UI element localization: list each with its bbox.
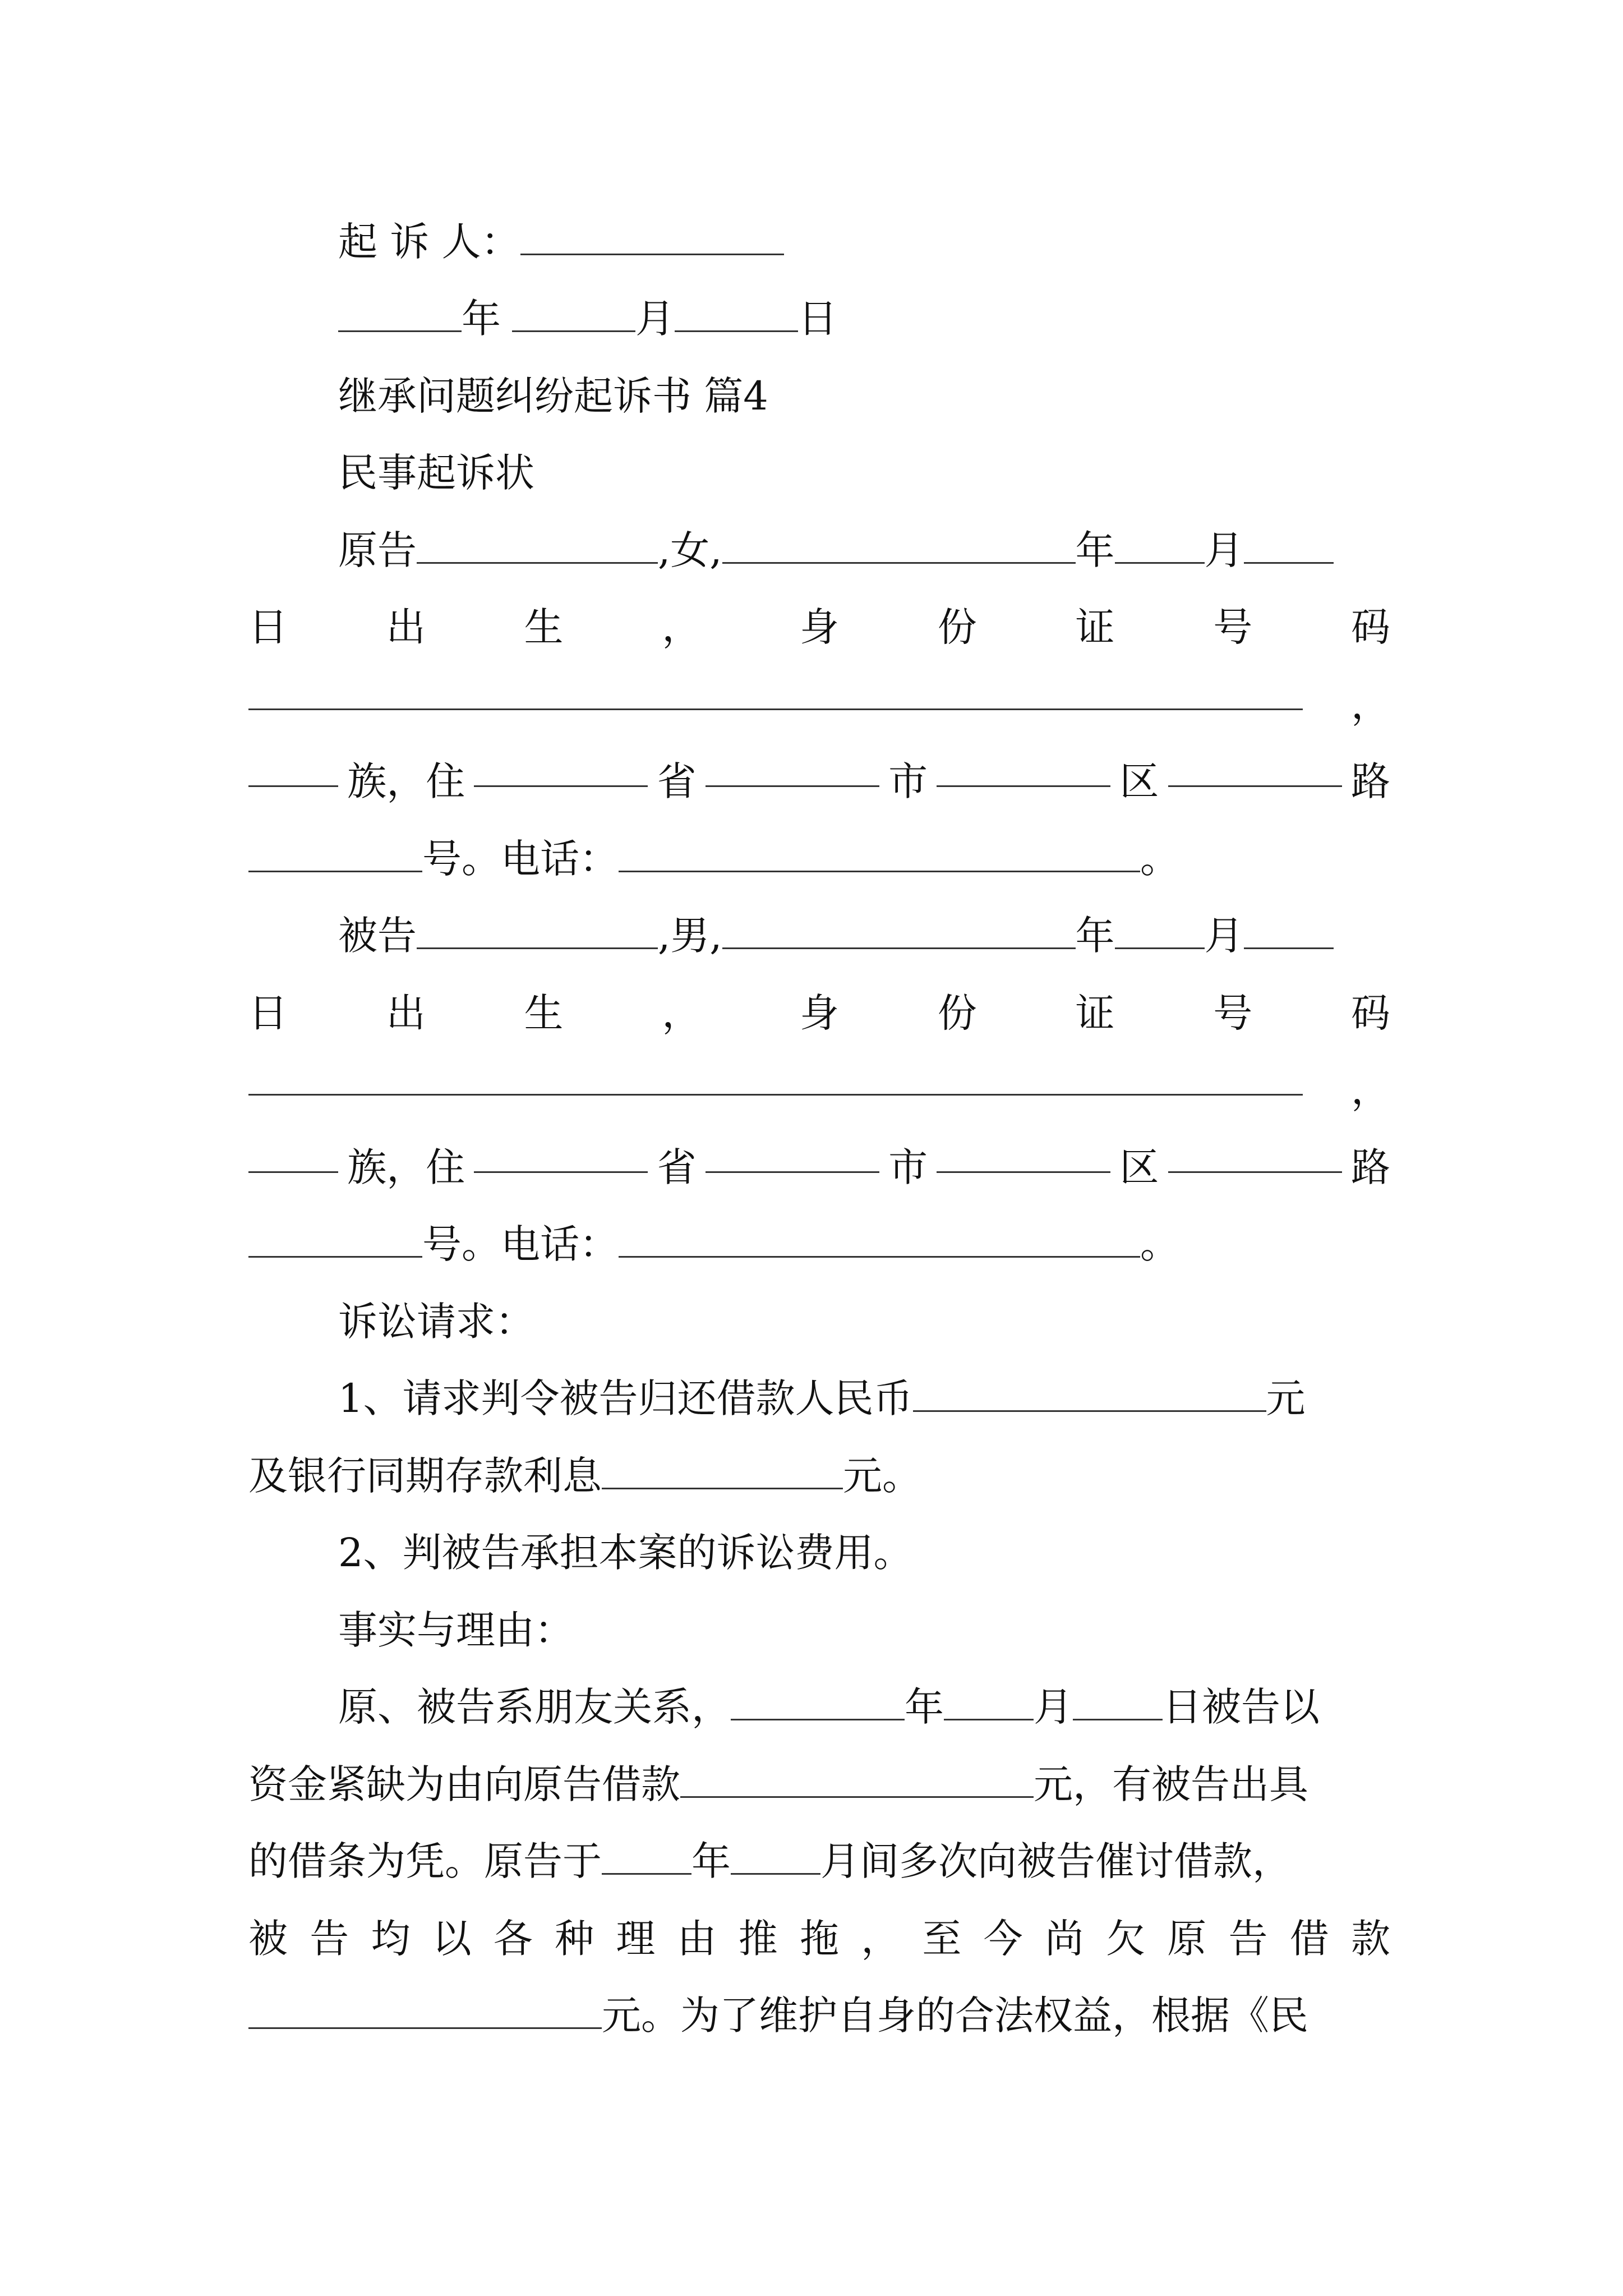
defendant-name-blank	[417, 910, 658, 950]
loan-year-label: 年	[905, 1684, 944, 1730]
loan-year-blank	[731, 1682, 905, 1721]
facts-word: 以	[432, 1916, 472, 1962]
facts-heading: 事实与理由：	[338, 1607, 574, 1653]
plaintiff-district-label: 区	[1119, 758, 1159, 804]
claim-1-unit: 元	[1266, 1375, 1306, 1421]
plaintiff-name-blank	[417, 525, 658, 564]
facts-word: 今	[983, 1916, 1023, 1962]
facts-legal-text: 元。为了维护自身的合法权益，根据《民	[602, 1993, 1308, 2039]
defendant-line-5	[248, 1211, 1390, 1278]
month-blank	[512, 293, 635, 333]
plaintiff-birth-word: 证	[1075, 604, 1115, 650]
date-line	[338, 285, 1390, 352]
plaintiff-road-label: 路	[1350, 758, 1390, 804]
defendant-district-blank	[937, 1134, 1110, 1173]
plaintiff-line-5	[248, 825, 1390, 892]
facts-relation-text: 原、被告系朋友关系，	[338, 1684, 731, 1730]
defendant-phone-label: 号。电话：	[422, 1221, 619, 1267]
plaintiff-district-blank	[937, 748, 1110, 787]
claim-item-1-line-2	[248, 1442, 1390, 1510]
month-label: 月	[635, 296, 675, 342]
claim-1-interest-unit: 元。	[843, 1453, 921, 1499]
plaintiff-province-blank	[474, 748, 648, 787]
facts-word: 由	[677, 1916, 717, 1962]
borrowed-amount-blank	[680, 1759, 1034, 1798]
demand-year-blank	[602, 1836, 691, 1875]
plaintiff-period: 。	[1140, 836, 1179, 882]
plaintiff-birth-word: 出	[386, 604, 426, 650]
defendant-birth-year-blank	[722, 910, 1076, 950]
defendant-ethnicity-label: 族，住	[347, 1144, 465, 1190]
claims-heading: 诉讼请求：	[338, 1299, 534, 1345]
plaintiff-birth-word: 日	[248, 604, 288, 650]
plaintiff-year-label: 年	[1075, 527, 1115, 573]
defendant-line-3	[248, 1056, 1390, 1124]
claim-1-text: 1、请求判令被告归还借款人民币	[338, 1375, 913, 1421]
loan-amount-blank	[913, 1373, 1266, 1412]
year-blank	[338, 293, 462, 333]
defendant-house-number-blank	[248, 1219, 422, 1258]
defendant-period: 。	[1140, 1221, 1179, 1267]
loan-day-blank	[1073, 1682, 1163, 1721]
facts-evidence-text: 的借条为凭。原告于	[248, 1838, 602, 1884]
plaintiff-id-number-blank	[248, 671, 1303, 710]
defendant-birth-word: 号	[1213, 990, 1253, 1036]
plaintiff-city-blank	[706, 748, 879, 787]
defendant-birth-word: 码	[1351, 990, 1390, 1036]
plaintiff-birth-word: 生	[524, 604, 564, 650]
signature-blank	[520, 217, 784, 256]
claim-item-2: 2、判被告承担本案的诉讼费用。	[338, 1530, 913, 1576]
defendant-birth-word: 出	[386, 990, 426, 1036]
defendant-birth-month-blank	[1115, 910, 1205, 950]
defendant-birth-word: 证	[1075, 990, 1115, 1036]
defendant-birth-word: 日	[248, 990, 288, 1036]
plaintiff-phone-blank	[619, 834, 1140, 873]
defendant-road-blank	[1168, 1134, 1342, 1173]
defendant-province-label: 省	[657, 1144, 697, 1190]
plaintiff-birth-word: ，	[662, 604, 702, 650]
facts-word: 推	[738, 1916, 778, 1962]
year-label: 年	[462, 296, 501, 342]
facts-line-2	[248, 1751, 1390, 1818]
defendant-birth-day-blank	[1244, 910, 1334, 950]
plaintiff-house-number-blank	[248, 834, 422, 873]
facts-line-5	[248, 1982, 1390, 2049]
demand-month-blank	[731, 1836, 820, 1875]
facts-iou-text: 元，有被告出具	[1034, 1761, 1308, 1807]
facts-word: 欠	[1106, 1916, 1146, 1962]
loan-day-text: 日被告以	[1163, 1684, 1320, 1730]
plaintiff-month-label: 月	[1204, 527, 1244, 573]
plaintiff-id-comma: ，	[1351, 682, 1390, 728]
document-title: 民事起诉状	[338, 450, 534, 496]
plaintiff-birth-word: 身	[800, 604, 839, 650]
section-title: 继承问题纠纷起诉书 篇4	[338, 373, 768, 419]
facts-word: 至	[922, 1916, 962, 1962]
facts-word: 借	[1289, 1916, 1329, 1962]
facts-line-1	[338, 1673, 1390, 1741]
plaintiff-birth-word: 码	[1351, 604, 1390, 650]
plaintiff-line-3	[248, 671, 1390, 738]
defendant-birth-word: 身	[800, 990, 839, 1036]
claim-item-1-line-1	[338, 1365, 1390, 1432]
day-blank	[675, 293, 798, 333]
defendant-city-label: 市	[888, 1144, 928, 1190]
defendant-month-label: 月	[1204, 913, 1244, 959]
defendant-role: 被告	[338, 913, 417, 959]
plaintiff-line-2	[248, 593, 1390, 661]
plaintiff-line-4	[248, 748, 1390, 815]
plaintiff-gender: ,女,	[658, 527, 722, 573]
facts-word: 尚	[1044, 1916, 1084, 1962]
day-label: 日	[798, 296, 837, 342]
facts-word: 理	[616, 1916, 656, 1962]
defendant-line-2	[248, 979, 1390, 1047]
plaintiff-birth-day-blank	[1244, 525, 1334, 564]
plaintiff-city-label: 市	[888, 758, 928, 804]
loan-month-label: 月	[1034, 1684, 1073, 1730]
facts-demand-text: 月间多次向被告催讨借款，	[820, 1838, 1292, 1884]
plaintiff-birth-word: 份	[937, 604, 977, 650]
plaintiff-line-1	[338, 517, 1390, 584]
plaintiff-birth-word: 号	[1213, 604, 1253, 650]
defendant-line-4	[248, 1134, 1390, 1201]
defendant-road-label: 路	[1350, 1144, 1390, 1190]
defendant-city-blank	[706, 1134, 879, 1173]
defendant-province-blank	[474, 1134, 648, 1173]
facts-word: 各	[493, 1916, 533, 1962]
facts-word: 款	[1350, 1916, 1390, 1962]
facts-line-4	[248, 1905, 1390, 1972]
facts-word: 告	[1228, 1916, 1268, 1962]
facts-word: 告	[310, 1916, 349, 1962]
defendant-birth-word: 生	[524, 990, 564, 1036]
defendant-birth-word: ，	[662, 990, 702, 1036]
facts-loan-text: 资金紧缺为由向原告借款	[248, 1761, 680, 1807]
defendant-id-comma: ，	[1351, 1067, 1390, 1113]
defendant-ethnicity-blank	[248, 1134, 338, 1173]
facts-line-3	[248, 1828, 1390, 1895]
defendant-birth-word: 份	[937, 990, 977, 1036]
plaintiff-phone-label: 号。电话：	[422, 836, 619, 882]
defendant-line-1	[338, 902, 1390, 969]
defendant-district-label: 区	[1119, 1144, 1159, 1190]
plaintiff-road-blank	[1168, 748, 1342, 787]
demand-year-label: 年	[691, 1838, 731, 1884]
defendant-phone-blank	[619, 1219, 1140, 1258]
signature-line	[338, 208, 1390, 275]
interest-amount-blank	[602, 1451, 843, 1490]
facts-word: 原	[1167, 1916, 1207, 1962]
facts-word: ，	[861, 1916, 901, 1962]
plaintiff-birth-year-blank	[722, 525, 1076, 564]
plaintiff-birth-month-blank	[1115, 525, 1205, 564]
facts-word: 被	[248, 1916, 288, 1962]
defendant-gender: ,男,	[658, 913, 722, 959]
facts-word: 拖	[799, 1916, 839, 1962]
plaintiff-role: 原告	[338, 527, 417, 573]
plaintiff-ethnicity-blank	[248, 748, 338, 787]
defendant-id-number-blank	[248, 1056, 1303, 1096]
defendant-year-label: 年	[1075, 913, 1115, 959]
outstanding-amount-blank	[248, 1990, 602, 2030]
plaintiff-province-label: 省	[657, 758, 697, 804]
facts-word: 均	[371, 1916, 411, 1962]
claim-1-interest-text: 及银行同期存款利息	[248, 1453, 602, 1499]
plaintiff-signature-label: 起 诉 人：	[338, 219, 520, 265]
loan-month-blank	[944, 1682, 1034, 1721]
plaintiff-ethnicity-label: 族，住	[347, 758, 465, 804]
facts-word: 种	[555, 1916, 594, 1962]
